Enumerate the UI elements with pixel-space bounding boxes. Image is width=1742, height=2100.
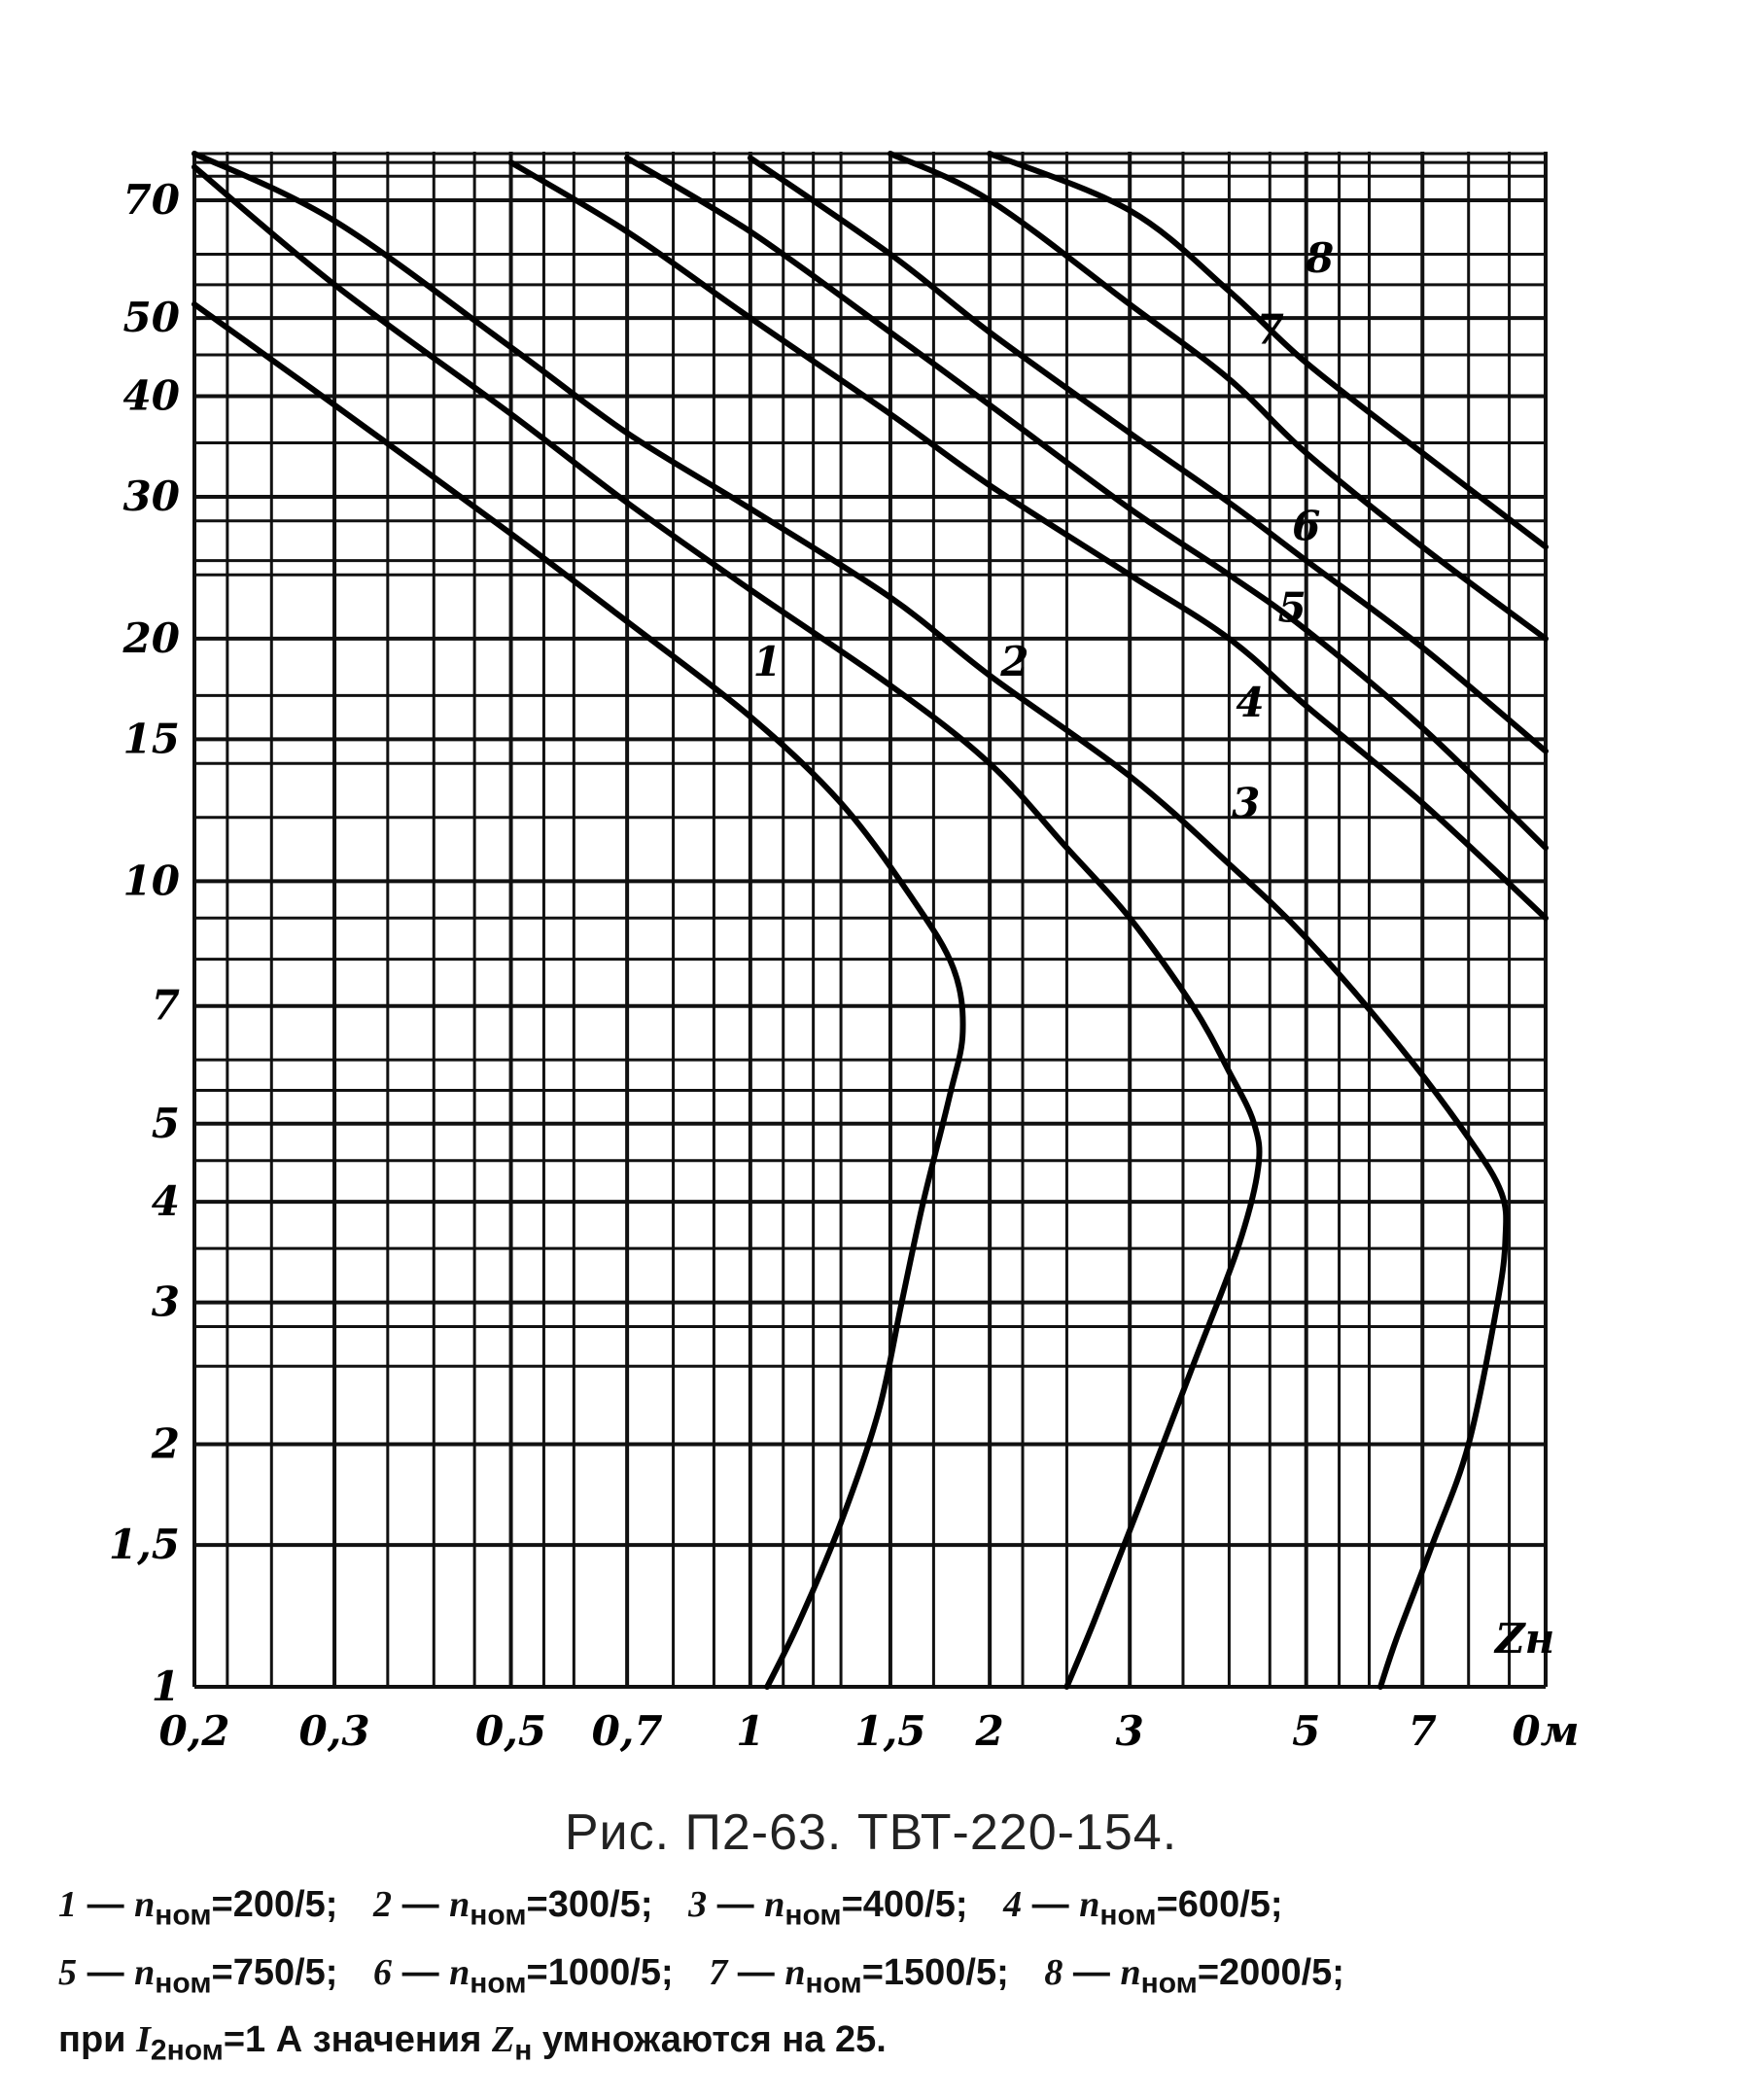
x-tick-labels [158,1707,1579,1755]
horizontal-gridlines [194,154,1546,1687]
y-tick-label-7: 10 [122,857,180,905]
legend-entry-3: 3 — $n_{ном}=400/5$; [688,1884,968,1932]
x-tick-label-3: 0,7 [591,1707,663,1755]
legend-entry-7: 7 — $n_{ном}=1500/5$; [709,1951,1009,2000]
curve-label-3: 3 [1232,779,1261,827]
x-tick-label-6: 2 [975,1707,1004,1755]
y-tick-label-2: 2 [151,1419,180,1468]
curve-label-7: 7 [1255,305,1284,354]
x-tick-label-4: 1 [736,1707,765,1755]
curves [194,154,1546,1687]
legend-entry-6: 6 — $n_{ном}=1000/5$; [373,1951,674,2000]
y-tick-label-5: 5 [151,1099,180,1147]
y-tick-label-8: 15 [122,715,180,763]
legend-note: при $I_{2ном}=1$ А значения $Z_н$ умножаются на 25. [58,2019,887,2067]
legend-entry-8: 8 — $n_{ном}=2000/5$; [1044,1951,1344,2000]
figure-caption: Рис. П2-63. ТВТ-220-154. [564,1804,1178,1861]
legend-entry-5: 5 — $n_{ном}=750/5$; [58,1951,338,2000]
curve-label-6: 6 [1292,502,1321,550]
x-tick-label-0: 0,2 [158,1707,230,1755]
x-tick-label-2: 0,5 [475,1707,547,1755]
y-tick-labels [109,176,180,1710]
x-tick-label-5: 1,5 [854,1707,926,1755]
legend-entry-4: 4 — $n_{ном}=600/5$; [1003,1884,1283,1932]
x-tick-label-1: 0,3 [298,1707,370,1755]
legend [58,1876,1701,2080]
curve-label-8: 8 [1306,233,1335,282]
y-tick-label-6: 7 [151,981,180,1030]
y-tick-label-11: 40 [122,371,180,420]
curve-1 [194,304,963,1687]
y-tick-label-13: 70 [122,176,180,225]
curve-label-5: 5 [1277,583,1306,632]
curve-label-4: 4 [1236,679,1265,727]
x-tick-label-9: 7 [1408,1707,1437,1755]
x-tick-label-10: 0м [1512,1707,1580,1755]
x-tick-label-8: 5 [1292,1707,1321,1755]
legend-entry-1: 1 — $n_{ном}=200/5$; [58,1884,338,1932]
y-tick-label-10: 30 [122,472,180,520]
x-axis-label: Zн [1495,1615,1555,1662]
legend-entry-2: 2 — $n_{ном}=300/5$; [373,1884,653,1932]
curve-label-1: 1 [752,637,782,685]
y-tick-label-0: 1 [151,1662,180,1710]
y-tick-label-3: 3 [151,1278,180,1326]
x-tick-label-7: 3 [1115,1707,1144,1755]
curve-label-2: 2 [1000,637,1029,685]
y-tick-label-4: 4 [151,1177,180,1226]
y-tick-label-12: 50 [122,294,180,342]
y-tick-label-9: 20 [122,613,180,662]
y-tick-label-1: 1,5 [108,1521,180,1569]
